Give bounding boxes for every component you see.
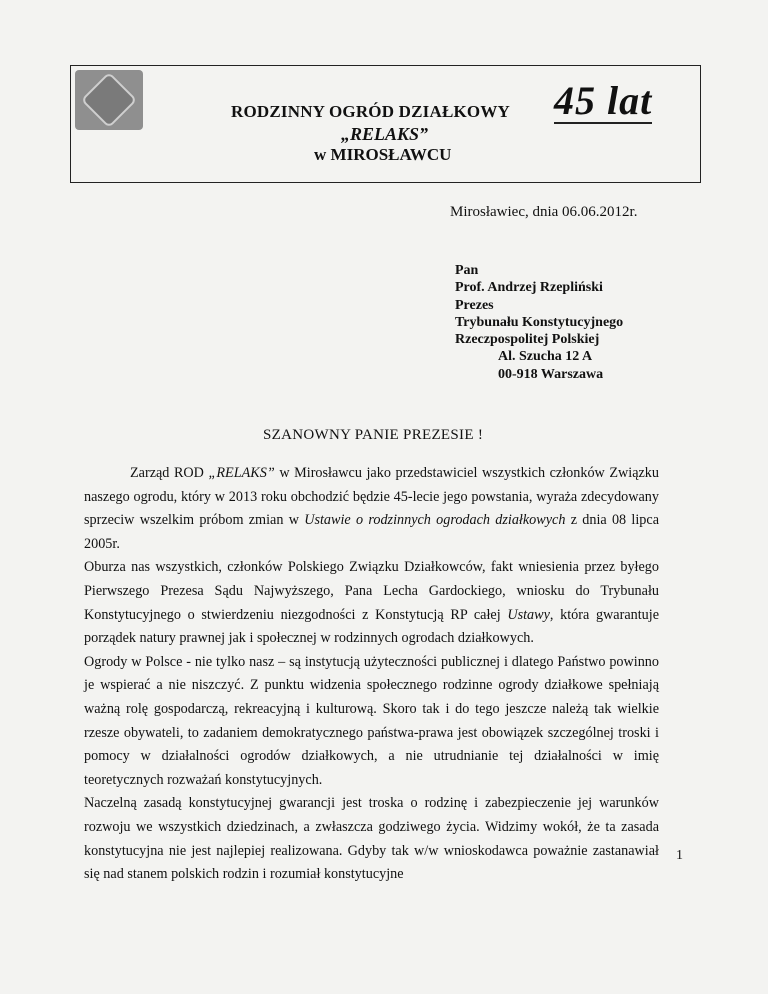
salutation: SZANOWNY PANIE PREZESIE ! [263,427,484,443]
garden-name-italic: „RELAKS” [208,465,275,481]
paragraph-2 [84,556,659,650]
organization-logo [75,70,143,130]
org-garden-name: „RELAKS” [341,124,429,144]
paragraph-4: Naczelną zasadą konstytucyjnej gwarancji jest troska o rodzinę i zabezpieczenie jej warunków rozwoju we wszystkich dziedzinach, a zwłaszcza godziwego życia. Widzimy wokół, że ta zasada konstytucyjna nie jest najlepiej realizowana. Gdyby tak w/w wnioskodawca poważnie zastanawiał się nad stanem polskich rodzin i rozumiał konstytucyjne [84,795,659,883]
text-run: , która gwarantuje porządek natury prawnej jak i społecznej w rodzinnych ogrodach działkowych. [84,606,659,647]
text-run: Zarząd ROD [130,465,209,481]
logo-emblem [81,72,138,129]
law-title-italic: Ustawie o rodzinnych ogrodach działkowych [304,512,566,529]
recipient-address-line: 00-918 Warszawa [498,366,604,382]
paragraph-1 [84,462,659,556]
text-run: w Mirosławcu jako przedstawiciel wszystkich członków Związku naszego ogrodu, który w 2013 roku obchodzić będzie 45-lecie jego powstania, wyraża zdecydowany sprzeciw wszelkim próbom zmian w [84,465,659,529]
page-number: 1 [676,848,683,863]
recipient-line: Trybunału Konstytucyjnego [455,314,624,330]
text-run: z dnia 08 lipca 2005r. [84,512,660,552]
recipient-line: Rzeczpospolitej Polskiej [455,332,600,348]
recipient-line: Pan [455,263,479,278]
text-run: Oburza nas wszystkich, członków Polskiego Związku Działkowców, fakt wniesienia przez byłego Pierwszego Prezesa Sądu Najwyższego, Pana Lecha Gardockiego, wniosku do Trybunału Konstytucyjnego o stwierdzeniu niezgodności z Konstytucją RP całej [84,559,659,623]
recipient-block [455,262,623,383]
recipient-line: Prezes [455,297,494,313]
org-location: w MIROSŁAWCU [314,145,452,164]
law-ref-italic: Ustawy [507,606,550,623]
letterhead [70,65,701,183]
org-name: RODZINNY OGRÓD DZIAŁKOWY [231,102,511,121]
paragraph-3: Ogrody w Polsce - nie tylko nasz – są instytucją użyteczności publicznej i dlatego Państwo powinno je wspierać a nie niszczyć. Z punktu widzenia społecznego rodzinne ogrody działkowe spełniają ważną rolę gospodarczą, rekreacyjną i kulturową. Skoro tak i do tego jeszcze należą tak wielkie rzesze obywateli, to zadaniem demokratycznego państwa-prawa jest obowiązek szczególnej troski i pomocy w działalności ogrodów działkowych, a nie utrudnianie tej działalności w imię teoretycznych rozważań konstytucyjnych. [84,653,659,788]
dateline: Mirosławiec, dnia 06.06.2012r. [450,204,638,220]
letter-body [84,462,659,887]
recipient-address-line: Al. Szucha 12 A [498,349,593,365]
recipient-line: Prof. Andrzej Rzepliński [455,280,603,296]
anniversary-badge: 45 lat [554,78,653,123]
